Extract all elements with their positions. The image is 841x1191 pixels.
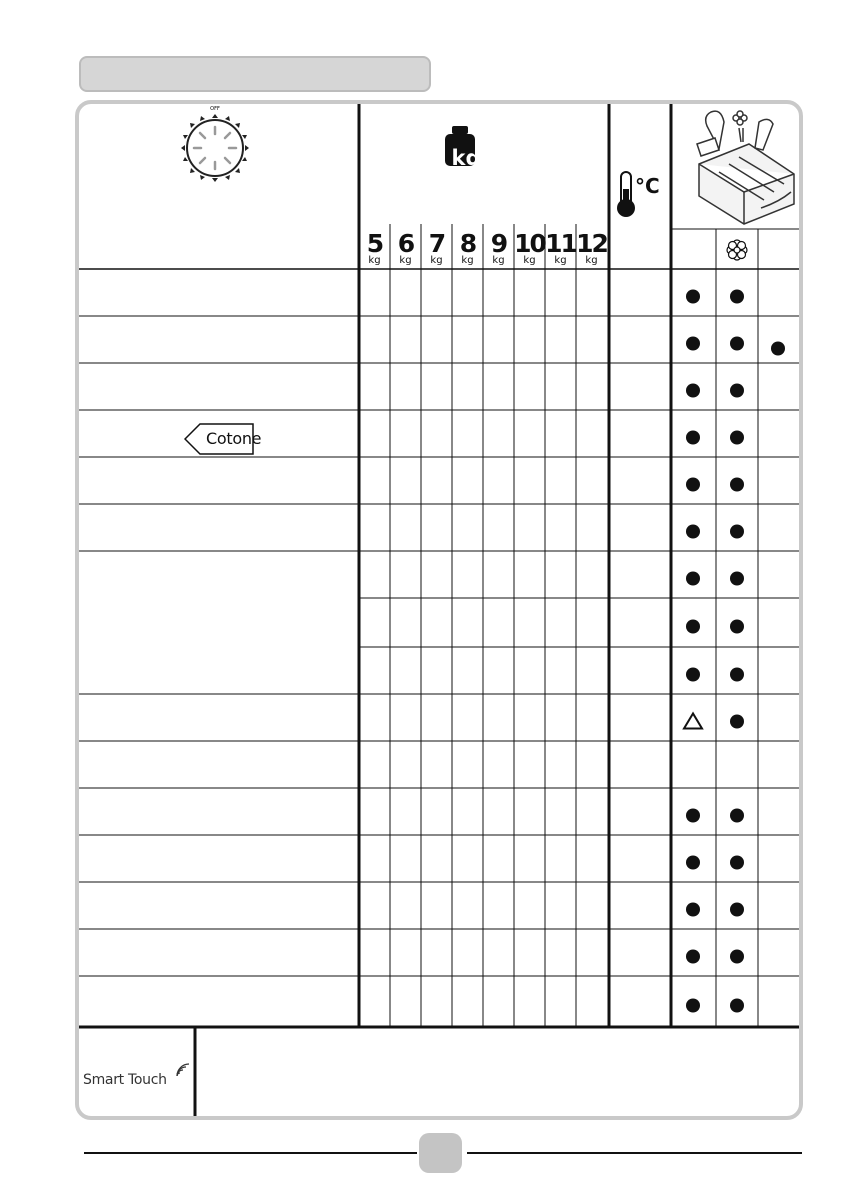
section-title-bar (79, 56, 431, 92)
load-capacity-unit: kg (399, 255, 412, 266)
detergent-dot-marker (686, 950, 700, 964)
program-dial-icon (181, 114, 249, 182)
program-tag-label: Cotone (206, 429, 262, 448)
footer-rule-right (467, 1152, 802, 1154)
temperature-unit: °C (635, 174, 660, 198)
load-column-header (514, 229, 545, 266)
optional-detergent-triangle-marker (684, 714, 702, 729)
load-capacity-unit: kg (492, 255, 505, 266)
wireless-icon (175, 1062, 191, 1078)
dial-off-label: OFF (210, 106, 220, 112)
load-column-header (483, 229, 514, 266)
detergent-dot-marker (730, 525, 744, 539)
load-capacity-number: 6 (397, 229, 414, 258)
load-column-header (359, 229, 390, 266)
load-capacity-number: 8 (459, 229, 476, 258)
detergent-dot-marker (686, 384, 700, 398)
detergent-dot-marker (771, 342, 785, 356)
detergent-dot-marker (730, 903, 744, 917)
load-column-header (545, 229, 576, 266)
detergent-dot-marker (730, 809, 744, 823)
footer-rule-left (84, 1152, 417, 1154)
program-tag-cotone (184, 422, 262, 456)
detergent-dot-marker (730, 431, 744, 445)
fabric-softener-icon (727, 240, 747, 260)
detergent-dot-marker (730, 572, 744, 586)
weight-icon-label: kg (451, 146, 481, 170)
detergent-dot-marker (730, 620, 744, 634)
detergent-dot-marker (686, 999, 700, 1013)
detergent-dot-marker (730, 478, 744, 492)
detergent-dot-marker (686, 809, 700, 823)
program-table (75, 100, 803, 1120)
load-column-header (390, 229, 421, 266)
smart-touch-label: Smart Touch (83, 1072, 167, 1088)
load-capacity-unit: kg (430, 255, 443, 266)
load-capacity-number: 10 (514, 229, 545, 258)
detergent-drawer-icon (697, 111, 794, 224)
detergent-dot-marker (730, 384, 744, 398)
detergent-dot-marker (686, 620, 700, 634)
detergent-dot-marker (686, 668, 700, 682)
load-capacity-number: 12 (576, 229, 607, 258)
detergent-dot-marker (686, 856, 700, 870)
detergent-dot-marker (730, 999, 744, 1013)
detergent-dot-marker (686, 525, 700, 539)
detergent-dot-marker (686, 431, 700, 445)
load-column-header (421, 229, 452, 266)
detergent-dot-marker (730, 950, 744, 964)
detergent-dot-marker (730, 668, 744, 682)
load-capacity-number: 5 (366, 229, 383, 258)
load-capacity-number: 7 (428, 229, 445, 258)
detergent-dot-marker (730, 715, 744, 729)
detergent-dot-marker (686, 337, 700, 351)
load-capacity-unit: kg (461, 255, 474, 266)
thermometer-icon (617, 172, 635, 217)
detergent-dot-marker (730, 337, 744, 351)
detergent-dot-marker (686, 478, 700, 492)
load-column-header (452, 229, 483, 266)
detergent-dot-marker (686, 903, 700, 917)
page-number-badge (419, 1133, 462, 1173)
detergent-dot-marker (686, 572, 700, 586)
load-column-header (576, 229, 607, 266)
load-capacity-unit: kg (585, 255, 598, 266)
load-capacity-number: 9 (490, 229, 507, 258)
load-capacity-unit: kg (368, 255, 381, 266)
detergent-dot-marker (730, 290, 744, 304)
load-capacity-number: 11 (545, 229, 576, 258)
detergent-dot-marker (730, 856, 744, 870)
load-capacity-unit: kg (523, 255, 536, 266)
load-capacity-unit: kg (554, 255, 567, 266)
detergent-dot-marker (686, 290, 700, 304)
